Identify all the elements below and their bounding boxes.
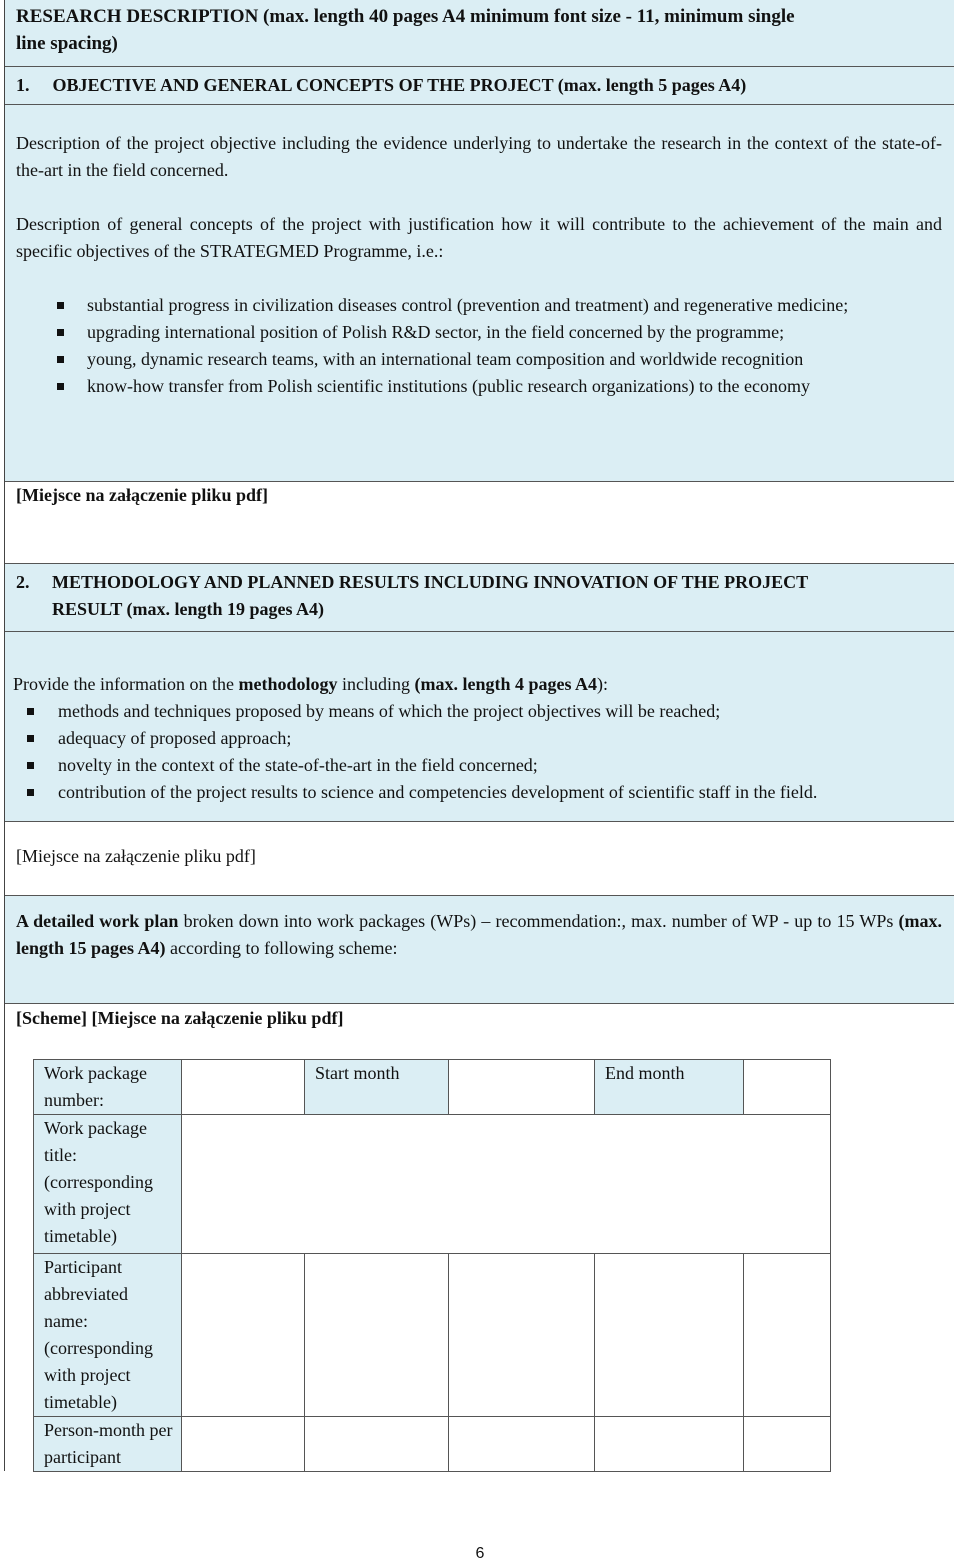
methodology-intro: Provide the information on the methodology including (max. length 4 pages A4):	[13, 674, 608, 694]
list-item: upgrading international position of Polish R&D sector, in the field concerned by the programme;	[5, 319, 942, 346]
section-1-heading	[5, 67, 954, 105]
list-item: novelty in the context of the state-of-the-art in the field concerned;	[5, 752, 954, 779]
participant-cell[interactable]	[744, 1254, 831, 1417]
person-month-cell[interactable]	[305, 1417, 449, 1472]
list-item: young, dynamic research teams, with an international team composition and worldwide recognition	[5, 346, 942, 373]
bullet-square-icon	[57, 302, 64, 309]
person-month-cell[interactable]	[595, 1417, 744, 1472]
participant-cell[interactable]	[595, 1254, 744, 1417]
section-2-title-line-2: RESULT (max. length 19 pages A4)	[52, 599, 325, 619]
participant-label: Participant abbreviated name: (corresponding with project timetable)	[34, 1254, 182, 1417]
end-month-cell[interactable]	[744, 1060, 831, 1115]
bullet-square-icon	[57, 356, 64, 363]
person-month-label: Person-month per participant	[34, 1417, 182, 1472]
list-item: know-how transfer from Polish scientific institutions (public research organizations) to the economy	[5, 373, 942, 400]
section-1-number: 1.	[16, 75, 30, 95]
work-package-table	[33, 1059, 831, 1472]
section-1-paragraph-2: Description of general concepts of the project with justification how it will contribute to the achievement of the main and specific objectives of the STRATEGMED Programme, i.e.:	[16, 214, 942, 261]
participant-cell[interactable]	[305, 1254, 449, 1417]
section-2-number: 2.	[16, 572, 30, 592]
bullet-square-icon	[57, 329, 64, 336]
section-2-heading	[5, 564, 954, 632]
section-2-attachment	[5, 822, 954, 896]
bullet-square-icon	[27, 789, 34, 796]
attachment-placeholder: [Miejsce na załączenie pliku pdf]	[16, 846, 256, 866]
section-1-body	[5, 105, 954, 482]
bullet-square-icon	[57, 383, 64, 390]
start-month-cell[interactable]	[449, 1060, 595, 1115]
bullet-square-icon	[27, 708, 34, 715]
participant-cell[interactable]	[182, 1254, 305, 1417]
list-item: methods and techniques proposed by means of which the project objectives will be reached;	[5, 698, 954, 725]
research-description-header	[5, 0, 954, 67]
section-2-methodology	[5, 632, 954, 822]
bullet-square-icon	[27, 735, 34, 742]
wp-number-label: Work package number:	[34, 1060, 182, 1115]
section-2-title-line-1: METHODOLOGY AND PLANNED RESULTS INCLUDING INNOVATION OF THE PROJECT	[52, 572, 809, 592]
bullet-square-icon	[27, 762, 34, 769]
wp-title-label: Work package title: (corresponding with project timetable)	[34, 1115, 182, 1254]
page-number: 6	[475, 1545, 485, 1562]
header-line-2: line spacing)	[16, 33, 118, 54]
wp-number-cell[interactable]	[182, 1060, 305, 1115]
list-item: contribution of the project results to science and competencies development of scientific staff in the field.	[5, 779, 954, 806]
person-month-cell[interactable]	[182, 1417, 305, 1472]
section-1-title: OBJECTIVE AND GENERAL CONCEPTS OF THE PROJECT (max. length 5 pages A4)	[52, 75, 747, 95]
person-month-cell[interactable]	[744, 1417, 831, 1472]
participant-cell[interactable]	[449, 1254, 595, 1417]
work-plan-text: A detailed work plan broken down into work packages (WPs) – recommendation:, max. number of WP - up to 15 WPs (max. length 15 pages A4) according to following scheme:	[16, 911, 942, 958]
work-plan-description	[5, 896, 954, 1004]
attachment-placeholder: [Miejsce na załączenie pliku pdf]	[16, 485, 268, 505]
list-item: adequacy of proposed approach;	[5, 725, 954, 752]
section-1-attachment	[5, 482, 954, 564]
section-1-paragraph-1: Description of the project objective including the evidence underlying to undertake the research in the context of the state-of-the-art in the field concerned.	[16, 133, 942, 180]
list-item: substantial progress in civilization diseases control (prevention and treatment) and regenerative medicine;	[5, 292, 942, 319]
person-month-cell[interactable]	[449, 1417, 595, 1472]
wp-title-cell[interactable]	[182, 1115, 831, 1254]
header-line-1: RESEARCH DESCRIPTION (max. length 40 pages A4 minimum font size - 11, minimum single	[16, 6, 795, 27]
scheme-label: [Scheme] [Miejsce na załączenie pliku pdf]	[16, 1008, 344, 1028]
start-month-label: Start month	[305, 1060, 449, 1115]
end-month-label: End month	[595, 1060, 744, 1115]
